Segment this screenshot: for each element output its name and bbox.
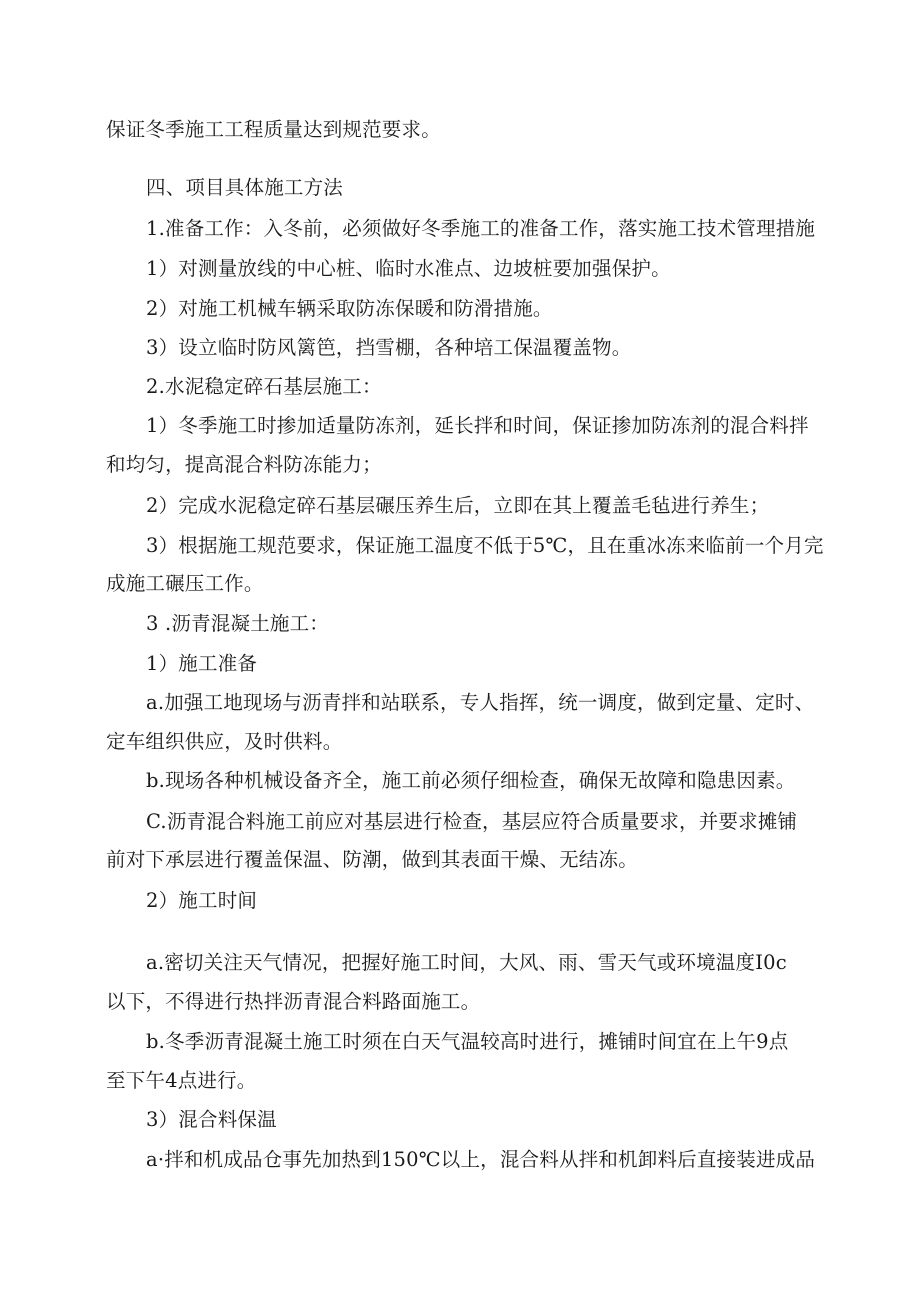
list-item: 2）对施工机械车辆采取防冻保暖和防滑措施。 (146, 297, 553, 320)
list-item-continuation: 成施工碾压工作。 (106, 572, 264, 595)
list-item: 3）根据施工规范要求，保证施工温度不低于5℃，且在重冰冻来临前一个月完 (146, 534, 824, 557)
subsection-heading: 3 .沥青混凝土施工： (146, 612, 330, 635)
list-item-continuation: 至下午4点进行。 (106, 1069, 257, 1092)
list-item-continuation: 以下，不得进行热拌沥青混合料路面施工。 (106, 990, 481, 1013)
list-item: 1）对测量放线的中心桩、临时水准点、边坡桩要加强保护。 (146, 257, 671, 280)
list-item: b.现场各种机械设备齐全，施工前必须仔细检查，确保无故障和隐患因素。 (146, 769, 796, 792)
list-item: a·拌和机成品仓事先加热到150℃以上，混合料从拌和机卸料后直接装进成品 (146, 1148, 816, 1171)
list-item: 2）施工时间 (146, 889, 258, 912)
subsection-heading: 1.准备工作：入冬前，必须做好冬季施工的准备工作，落实施工技术管理措施 (146, 217, 816, 240)
subsection-heading: 2.水泥稳定碎石基层施工： (146, 375, 382, 398)
list-item: 1）施工准备 (146, 652, 258, 675)
list-item: 3）混合料保温 (146, 1108, 277, 1131)
list-item: C.沥青混合料施工前应对基层进行检查，基层应符合质量要求，并要求摊铺 (146, 810, 798, 833)
list-item: 1）冬季施工时掺加适量防冻剂，延长拌和时间，保证掺加防冻剂的混合料拌 (146, 414, 809, 437)
section-heading: 四、项目具体施工方法 (146, 176, 344, 199)
list-item: 2）完成水泥稳定碎石基层碾压养生后，立即在其上覆盖毛毡进行养生； (146, 494, 770, 517)
list-item-continuation: 和均匀，提高混合料防冻能力； (106, 453, 382, 476)
list-item-continuation: 定车组织供应，及时供料。 (106, 730, 343, 753)
list-item: 3）设立临时防风篱笆，挡雪棚，各种培工保温覆盖物。 (146, 336, 632, 359)
list-item: a.密切关注天气情况，把握好施工时间，大风、雨、雪天气或环境温度I0c (146, 951, 787, 974)
list-item-continuation: 前对下承层进行覆盖保温、防潮，做到其表面干燥、无结冻。 (106, 848, 638, 871)
paragraph-line: 保证冬季施工工程质量达到规范要求。 (106, 118, 441, 141)
list-item: a.加强工地现场与沥青拌和站联系，专人指挥，统一调度，做到定量、定时、 (146, 691, 815, 714)
list-item: b.冬季沥青混凝土施工时须在白天气温较高时进行，摊铺时间宜在上午9点 (146, 1030, 789, 1053)
